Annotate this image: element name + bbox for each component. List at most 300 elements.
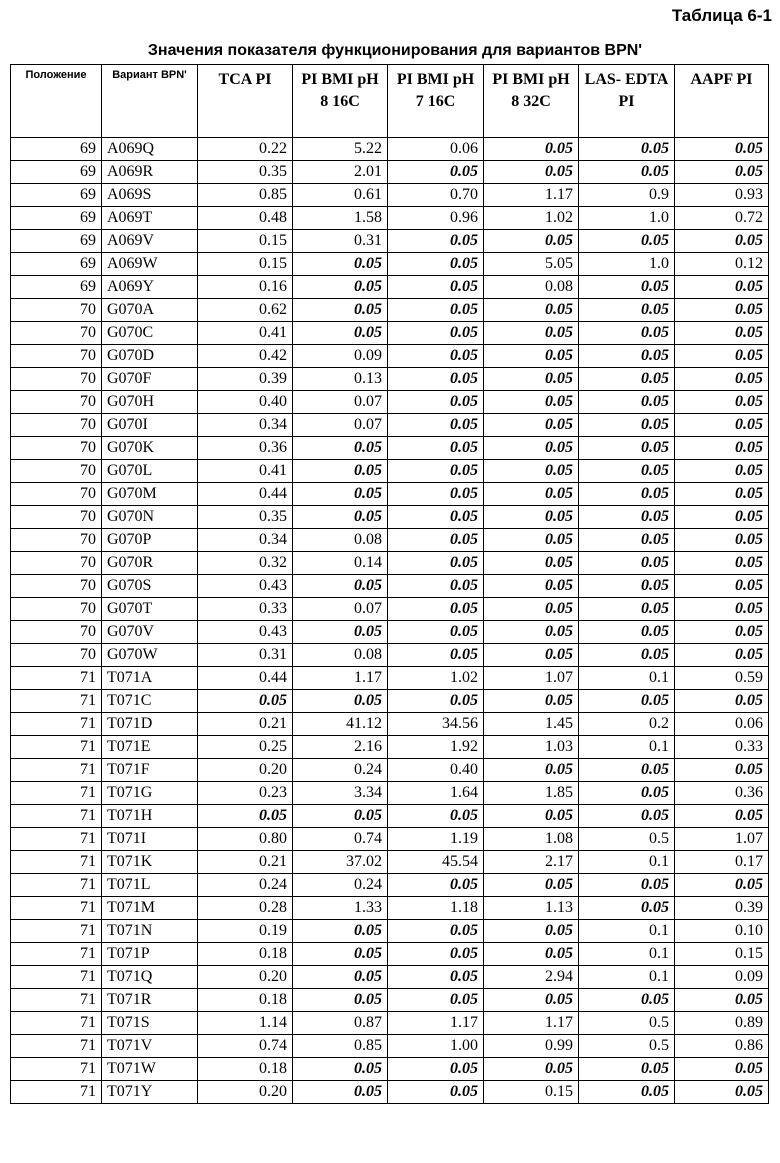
cell-pi-bmi-ph8-16c: 0.87 bbox=[293, 1012, 388, 1035]
cell-las-edta-pi: 0.9 bbox=[579, 184, 675, 207]
cell-aapf-pi: 0.05 bbox=[675, 138, 769, 161]
cell-pi-bmi-ph7-16c: 0.05 bbox=[388, 161, 484, 184]
cell-aapf-pi: 0.05 bbox=[675, 529, 769, 552]
cell-pi-bmi-ph8-16c: 0.05 bbox=[293, 920, 388, 943]
cell-variant: A069Q bbox=[102, 138, 198, 161]
cell-aapf-pi: 0.05 bbox=[675, 759, 769, 782]
cell-pi-bmi-ph8-32c: 0.05 bbox=[484, 299, 579, 322]
cell-variant: T071V bbox=[102, 1035, 198, 1058]
cell-aapf-pi: 0.05 bbox=[675, 368, 769, 391]
header-aapf-pi: AAPF PI bbox=[675, 65, 769, 138]
table-row bbox=[11, 920, 769, 943]
cell-aapf-pi: 0.05 bbox=[675, 322, 769, 345]
cell-tca-pi: 0.34 bbox=[198, 414, 293, 437]
cell-pi-bmi-ph7-16c: 0.05 bbox=[388, 345, 484, 368]
table-row bbox=[11, 1058, 769, 1081]
cell-pi-bmi-ph8-16c: 0.05 bbox=[293, 1081, 388, 1104]
table-row bbox=[11, 414, 769, 437]
cell-las-edta-pi: 0.05 bbox=[579, 759, 675, 782]
cell-position: 70 bbox=[11, 529, 102, 552]
cell-tca-pi: 0.35 bbox=[198, 161, 293, 184]
cell-tca-pi: 1.14 bbox=[198, 1012, 293, 1035]
cell-pi-bmi-ph8-16c: 3.34 bbox=[293, 782, 388, 805]
cell-las-edta-pi: 0.05 bbox=[579, 805, 675, 828]
header-row bbox=[11, 65, 769, 138]
cell-position: 71 bbox=[11, 828, 102, 851]
table-row bbox=[11, 759, 769, 782]
cell-las-edta-pi: 0.05 bbox=[579, 276, 675, 299]
cell-position: 71 bbox=[11, 667, 102, 690]
header-pi-bmi-ph7-16c: PI BMI pH 7 16C bbox=[388, 65, 484, 138]
cell-las-edta-pi: 0.05 bbox=[579, 299, 675, 322]
cell-position: 69 bbox=[11, 138, 102, 161]
cell-tca-pi: 0.15 bbox=[198, 253, 293, 276]
cell-las-edta-pi: 0.05 bbox=[579, 506, 675, 529]
cell-variant: T071F bbox=[102, 759, 198, 782]
cell-variant: G070H bbox=[102, 391, 198, 414]
cell-pi-bmi-ph8-32c: 0.05 bbox=[484, 1058, 579, 1081]
cell-pi-bmi-ph7-16c: 0.05 bbox=[388, 414, 484, 437]
cell-pi-bmi-ph7-16c: 1.00 bbox=[388, 1035, 484, 1058]
cell-pi-bmi-ph8-16c: 0.05 bbox=[293, 322, 388, 345]
cell-tca-pi: 0.19 bbox=[198, 920, 293, 943]
cell-aapf-pi: 0.86 bbox=[675, 1035, 769, 1058]
cell-pi-bmi-ph8-16c: 0.09 bbox=[293, 345, 388, 368]
cell-variant: G070C bbox=[102, 322, 198, 345]
cell-tca-pi: 0.18 bbox=[198, 989, 293, 1012]
cell-aapf-pi: 0.05 bbox=[675, 1058, 769, 1081]
cell-pi-bmi-ph8-32c: 0.99 bbox=[484, 1035, 579, 1058]
cell-las-edta-pi: 0.1 bbox=[579, 966, 675, 989]
cell-position: 69 bbox=[11, 253, 102, 276]
cell-tca-pi: 0.18 bbox=[198, 943, 293, 966]
cell-las-edta-pi: 0.05 bbox=[579, 345, 675, 368]
cell-aapf-pi: 0.05 bbox=[675, 874, 769, 897]
cell-variant: T071H bbox=[102, 805, 198, 828]
cell-aapf-pi: 0.39 bbox=[675, 897, 769, 920]
cell-pi-bmi-ph7-16c: 0.06 bbox=[388, 138, 484, 161]
table-row bbox=[11, 529, 769, 552]
cell-variant: G070R bbox=[102, 552, 198, 575]
cell-las-edta-pi: 0.05 bbox=[579, 322, 675, 345]
cell-las-edta-pi: 0.05 bbox=[579, 1058, 675, 1081]
cell-tca-pi: 0.18 bbox=[198, 1058, 293, 1081]
cell-pi-bmi-ph7-16c: 0.05 bbox=[388, 506, 484, 529]
cell-pi-bmi-ph8-16c: 0.31 bbox=[293, 230, 388, 253]
cell-pi-bmi-ph8-32c: 0.05 bbox=[484, 138, 579, 161]
cell-aapf-pi: 0.05 bbox=[675, 805, 769, 828]
cell-position: 71 bbox=[11, 943, 102, 966]
cell-variant: G070I bbox=[102, 414, 198, 437]
cell-variant: T071N bbox=[102, 920, 198, 943]
table-row bbox=[11, 506, 769, 529]
cell-position: 70 bbox=[11, 391, 102, 414]
cell-aapf-pi: 0.89 bbox=[675, 1012, 769, 1035]
cell-las-edta-pi: 0.05 bbox=[579, 138, 675, 161]
cell-variant: A069Y bbox=[102, 276, 198, 299]
cell-variant: G070K bbox=[102, 437, 198, 460]
cell-pi-bmi-ph8-16c: 5.22 bbox=[293, 138, 388, 161]
cell-las-edta-pi: 0.05 bbox=[579, 874, 675, 897]
cell-position: 69 bbox=[11, 230, 102, 253]
cell-position: 70 bbox=[11, 299, 102, 322]
cell-las-edta-pi: 0.05 bbox=[579, 1081, 675, 1104]
cell-aapf-pi: 0.05 bbox=[675, 552, 769, 575]
table-row bbox=[11, 230, 769, 253]
cell-pi-bmi-ph7-16c: 0.05 bbox=[388, 368, 484, 391]
cell-pi-bmi-ph8-16c: 0.05 bbox=[293, 253, 388, 276]
cell-pi-bmi-ph7-16c: 0.05 bbox=[388, 805, 484, 828]
table-row bbox=[11, 1012, 769, 1035]
cell-tca-pi: 0.05 bbox=[198, 690, 293, 713]
cell-las-edta-pi: 0.1 bbox=[579, 667, 675, 690]
cell-las-edta-pi: 0.1 bbox=[579, 920, 675, 943]
cell-pi-bmi-ph8-32c: 0.05 bbox=[484, 989, 579, 1012]
cell-las-edta-pi: 0.05 bbox=[579, 690, 675, 713]
cell-pi-bmi-ph8-32c: 0.08 bbox=[484, 276, 579, 299]
cell-pi-bmi-ph7-16c: 0.05 bbox=[388, 483, 484, 506]
cell-pi-bmi-ph7-16c: 0.05 bbox=[388, 920, 484, 943]
table-row bbox=[11, 575, 769, 598]
cell-position: 70 bbox=[11, 483, 102, 506]
cell-position: 70 bbox=[11, 460, 102, 483]
cell-pi-bmi-ph8-32c: 1.45 bbox=[484, 713, 579, 736]
cell-pi-bmi-ph8-16c: 0.07 bbox=[293, 414, 388, 437]
table-row bbox=[11, 138, 769, 161]
cell-pi-bmi-ph8-16c: 0.61 bbox=[293, 184, 388, 207]
header-las-edta-pi: LAS- EDTA PI bbox=[579, 65, 675, 138]
table-row bbox=[11, 851, 769, 874]
cell-pi-bmi-ph8-32c: 0.05 bbox=[484, 598, 579, 621]
cell-tca-pi: 0.24 bbox=[198, 874, 293, 897]
cell-pi-bmi-ph8-32c: 0.05 bbox=[484, 460, 579, 483]
cell-tca-pi: 0.80 bbox=[198, 828, 293, 851]
cell-tca-pi: 0.35 bbox=[198, 506, 293, 529]
cell-las-edta-pi: 0.05 bbox=[579, 621, 675, 644]
cell-las-edta-pi: 0.05 bbox=[579, 391, 675, 414]
cell-position: 71 bbox=[11, 736, 102, 759]
cell-las-edta-pi: 0.5 bbox=[579, 1012, 675, 1035]
cell-variant: T071S bbox=[102, 1012, 198, 1035]
cell-pi-bmi-ph8-16c: 0.05 bbox=[293, 437, 388, 460]
cell-pi-bmi-ph8-16c: 0.05 bbox=[293, 276, 388, 299]
header-tca-pi: TCA PI bbox=[198, 65, 293, 138]
cell-pi-bmi-ph8-16c: 37.02 bbox=[293, 851, 388, 874]
cell-pi-bmi-ph8-32c: 0.05 bbox=[484, 322, 579, 345]
cell-pi-bmi-ph8-16c: 2.16 bbox=[293, 736, 388, 759]
cell-aapf-pi: 0.05 bbox=[675, 1081, 769, 1104]
cell-position: 70 bbox=[11, 621, 102, 644]
cell-pi-bmi-ph8-16c: 0.74 bbox=[293, 828, 388, 851]
cell-pi-bmi-ph8-32c: 0.05 bbox=[484, 805, 579, 828]
cell-pi-bmi-ph7-16c: 0.05 bbox=[388, 1058, 484, 1081]
table-row bbox=[11, 483, 769, 506]
cell-tca-pi: 0.41 bbox=[198, 322, 293, 345]
cell-pi-bmi-ph8-32c: 0.05 bbox=[484, 874, 579, 897]
table-row bbox=[11, 736, 769, 759]
cell-tca-pi: 0.36 bbox=[198, 437, 293, 460]
header-pi-bmi-ph8-16c: PI BMI pH 8 16C bbox=[293, 65, 388, 138]
cell-position: 70 bbox=[11, 368, 102, 391]
cell-aapf-pi: 0.05 bbox=[675, 437, 769, 460]
cell-pi-bmi-ph8-32c: 1.17 bbox=[484, 1012, 579, 1035]
cell-variant: T071Q bbox=[102, 966, 198, 989]
cell-pi-bmi-ph8-16c: 0.05 bbox=[293, 989, 388, 1012]
cell-tca-pi: 0.44 bbox=[198, 483, 293, 506]
table-row bbox=[11, 897, 769, 920]
cell-pi-bmi-ph7-16c: 34.56 bbox=[388, 713, 484, 736]
cell-las-edta-pi: 0.1 bbox=[579, 851, 675, 874]
cell-pi-bmi-ph8-32c: 1.85 bbox=[484, 782, 579, 805]
cell-pi-bmi-ph7-16c: 0.05 bbox=[388, 529, 484, 552]
cell-las-edta-pi: 1.0 bbox=[579, 253, 675, 276]
cell-tca-pi: 0.40 bbox=[198, 391, 293, 414]
cell-tca-pi: 0.25 bbox=[198, 736, 293, 759]
cell-position: 71 bbox=[11, 989, 102, 1012]
cell-position: 71 bbox=[11, 851, 102, 874]
cell-variant: T071D bbox=[102, 713, 198, 736]
cell-las-edta-pi: 0.05 bbox=[579, 161, 675, 184]
cell-pi-bmi-ph7-16c: 0.70 bbox=[388, 184, 484, 207]
cell-aapf-pi: 0.05 bbox=[675, 345, 769, 368]
cell-tca-pi: 0.31 bbox=[198, 644, 293, 667]
cell-pi-bmi-ph8-16c: 0.05 bbox=[293, 483, 388, 506]
cell-aapf-pi: 0.17 bbox=[675, 851, 769, 874]
table-row bbox=[11, 345, 769, 368]
cell-pi-bmi-ph7-16c: 0.05 bbox=[388, 322, 484, 345]
cell-pi-bmi-ph8-16c: 0.13 bbox=[293, 368, 388, 391]
cell-tca-pi: 0.16 bbox=[198, 276, 293, 299]
cell-pi-bmi-ph8-32c: 0.05 bbox=[484, 943, 579, 966]
table-row bbox=[11, 299, 769, 322]
cell-position: 71 bbox=[11, 690, 102, 713]
table-row bbox=[11, 460, 769, 483]
cell-tca-pi: 0.33 bbox=[198, 598, 293, 621]
table-row bbox=[11, 1035, 769, 1058]
cell-pi-bmi-ph8-32c: 2.94 bbox=[484, 966, 579, 989]
cell-position: 71 bbox=[11, 966, 102, 989]
cell-variant: A069R bbox=[102, 161, 198, 184]
cell-variant: A069T bbox=[102, 207, 198, 230]
table-row bbox=[11, 782, 769, 805]
table-caption: Значения показателя функционирования для вариантов BPN' bbox=[147, 42, 643, 59]
cell-aapf-pi: 0.72 bbox=[675, 207, 769, 230]
table-row bbox=[11, 667, 769, 690]
cell-pi-bmi-ph7-16c: 0.05 bbox=[388, 943, 484, 966]
cell-position: 69 bbox=[11, 276, 102, 299]
cell-las-edta-pi: 0.05 bbox=[579, 529, 675, 552]
table-row bbox=[11, 184, 769, 207]
cell-pi-bmi-ph7-16c: 0.05 bbox=[388, 575, 484, 598]
cell-pi-bmi-ph7-16c: 0.05 bbox=[388, 989, 484, 1012]
cell-variant: T071C bbox=[102, 690, 198, 713]
cell-position: 71 bbox=[11, 920, 102, 943]
cell-pi-bmi-ph7-16c: 0.05 bbox=[388, 230, 484, 253]
cell-variant: T071K bbox=[102, 851, 198, 874]
cell-las-edta-pi: 0.05 bbox=[579, 552, 675, 575]
cell-pi-bmi-ph8-32c: 1.13 bbox=[484, 897, 579, 920]
table-row bbox=[11, 552, 769, 575]
cell-pi-bmi-ph8-32c: 0.05 bbox=[484, 391, 579, 414]
cell-variant: G070S bbox=[102, 575, 198, 598]
cell-variant: T071R bbox=[102, 989, 198, 1012]
cell-las-edta-pi: 0.05 bbox=[579, 989, 675, 1012]
cell-pi-bmi-ph8-16c: 2.01 bbox=[293, 161, 388, 184]
cell-variant: A069S bbox=[102, 184, 198, 207]
cell-las-edta-pi: 0.05 bbox=[579, 437, 675, 460]
cell-variant: T071Y bbox=[102, 1081, 198, 1104]
cell-position: 71 bbox=[11, 759, 102, 782]
cell-pi-bmi-ph8-16c: 0.05 bbox=[293, 621, 388, 644]
cell-position: 71 bbox=[11, 897, 102, 920]
cell-aapf-pi: 0.09 bbox=[675, 966, 769, 989]
cell-pi-bmi-ph8-16c: 1.33 bbox=[293, 897, 388, 920]
header-position: Положение bbox=[11, 65, 102, 138]
cell-aapf-pi: 0.05 bbox=[675, 598, 769, 621]
cell-las-edta-pi: 0.5 bbox=[579, 1035, 675, 1058]
cell-aapf-pi: 0.05 bbox=[675, 391, 769, 414]
cell-tca-pi: 0.23 bbox=[198, 782, 293, 805]
cell-pi-bmi-ph8-32c: 1.08 bbox=[484, 828, 579, 851]
cell-pi-bmi-ph7-16c: 0.05 bbox=[388, 299, 484, 322]
cell-pi-bmi-ph7-16c: 0.05 bbox=[388, 460, 484, 483]
performance-table bbox=[10, 64, 769, 1104]
cell-variant: G070N bbox=[102, 506, 198, 529]
cell-pi-bmi-ph7-16c: 0.05 bbox=[388, 391, 484, 414]
table-row bbox=[11, 621, 769, 644]
cell-pi-bmi-ph7-16c: 0.05 bbox=[388, 552, 484, 575]
cell-pi-bmi-ph8-16c: 0.05 bbox=[293, 690, 388, 713]
cell-variant: G070P bbox=[102, 529, 198, 552]
cell-variant: G070M bbox=[102, 483, 198, 506]
cell-aapf-pi: 0.05 bbox=[675, 989, 769, 1012]
cell-tca-pi: 0.05 bbox=[198, 805, 293, 828]
cell-tca-pi: 0.34 bbox=[198, 529, 293, 552]
cell-pi-bmi-ph7-16c: 0.05 bbox=[388, 1081, 484, 1104]
cell-pi-bmi-ph7-16c: 0.96 bbox=[388, 207, 484, 230]
cell-pi-bmi-ph8-16c: 0.05 bbox=[293, 805, 388, 828]
cell-tca-pi: 0.28 bbox=[198, 897, 293, 920]
cell-pi-bmi-ph8-16c: 0.05 bbox=[293, 299, 388, 322]
cell-aapf-pi: 0.15 bbox=[675, 943, 769, 966]
cell-las-edta-pi: 0.05 bbox=[579, 575, 675, 598]
cell-pi-bmi-ph7-16c: 0.05 bbox=[388, 437, 484, 460]
cell-las-edta-pi: 0.05 bbox=[579, 897, 675, 920]
cell-variant: T071G bbox=[102, 782, 198, 805]
cell-aapf-pi: 0.05 bbox=[675, 506, 769, 529]
cell-position: 70 bbox=[11, 575, 102, 598]
cell-pi-bmi-ph8-32c: 0.05 bbox=[484, 644, 579, 667]
cell-pi-bmi-ph8-16c: 0.07 bbox=[293, 598, 388, 621]
cell-aapf-pi: 0.06 bbox=[675, 713, 769, 736]
cell-pi-bmi-ph8-32c: 0.05 bbox=[484, 161, 579, 184]
cell-variant: G070D bbox=[102, 345, 198, 368]
cell-pi-bmi-ph8-32c: 0.05 bbox=[484, 690, 579, 713]
cell-aapf-pi: 0.05 bbox=[675, 161, 769, 184]
table-row bbox=[11, 989, 769, 1012]
table-number-label: Таблица 6-1 bbox=[671, 6, 772, 25]
header-pi-bmi-ph8-32c: PI BMI pH 8 32C bbox=[484, 65, 579, 138]
cell-aapf-pi: 0.10 bbox=[675, 920, 769, 943]
cell-pi-bmi-ph8-32c: 0.15 bbox=[484, 1081, 579, 1104]
cell-pi-bmi-ph8-16c: 0.08 bbox=[293, 529, 388, 552]
cell-pi-bmi-ph8-32c: 1.07 bbox=[484, 667, 579, 690]
cell-variant: T071I bbox=[102, 828, 198, 851]
cell-pi-bmi-ph7-16c: 1.02 bbox=[388, 667, 484, 690]
cell-position: 71 bbox=[11, 1012, 102, 1035]
cell-position: 70 bbox=[11, 437, 102, 460]
cell-variant: A069V bbox=[102, 230, 198, 253]
cell-pi-bmi-ph8-32c: 0.05 bbox=[484, 437, 579, 460]
cell-variant: A069W bbox=[102, 253, 198, 276]
cell-position: 70 bbox=[11, 552, 102, 575]
table-row bbox=[11, 713, 769, 736]
table-row bbox=[11, 1081, 769, 1104]
cell-pi-bmi-ph8-32c: 5.05 bbox=[484, 253, 579, 276]
cell-position: 70 bbox=[11, 322, 102, 345]
cell-pi-bmi-ph8-32c: 0.05 bbox=[484, 414, 579, 437]
cell-las-edta-pi: 0.05 bbox=[579, 644, 675, 667]
cell-las-edta-pi: 0.05 bbox=[579, 460, 675, 483]
cell-aapf-pi: 0.05 bbox=[675, 414, 769, 437]
cell-pi-bmi-ph7-16c: 1.17 bbox=[388, 1012, 484, 1035]
cell-pi-bmi-ph8-16c: 1.58 bbox=[293, 207, 388, 230]
cell-pi-bmi-ph8-16c: 0.05 bbox=[293, 575, 388, 598]
cell-las-edta-pi: 0.05 bbox=[579, 368, 675, 391]
cell-aapf-pi: 0.93 bbox=[675, 184, 769, 207]
cell-position: 70 bbox=[11, 414, 102, 437]
cell-tca-pi: 0.85 bbox=[198, 184, 293, 207]
cell-variant: T071W bbox=[102, 1058, 198, 1081]
cell-tca-pi: 0.21 bbox=[198, 713, 293, 736]
cell-pi-bmi-ph7-16c: 0.05 bbox=[388, 644, 484, 667]
cell-pi-bmi-ph7-16c: 0.05 bbox=[388, 966, 484, 989]
cell-las-edta-pi: 0.05 bbox=[579, 414, 675, 437]
cell-variant: G070T bbox=[102, 598, 198, 621]
cell-tca-pi: 0.43 bbox=[198, 621, 293, 644]
cell-pi-bmi-ph7-16c: 1.18 bbox=[388, 897, 484, 920]
cell-tca-pi: 0.39 bbox=[198, 368, 293, 391]
table-body bbox=[11, 138, 769, 1104]
cell-pi-bmi-ph8-32c: 1.17 bbox=[484, 184, 579, 207]
cell-position: 71 bbox=[11, 874, 102, 897]
cell-aapf-pi: 0.33 bbox=[675, 736, 769, 759]
cell-tca-pi: 0.74 bbox=[198, 1035, 293, 1058]
cell-pi-bmi-ph8-32c: 2.17 bbox=[484, 851, 579, 874]
cell-aapf-pi: 0.05 bbox=[675, 621, 769, 644]
cell-variant: G070L bbox=[102, 460, 198, 483]
cell-pi-bmi-ph8-16c: 0.05 bbox=[293, 460, 388, 483]
cell-aapf-pi: 0.05 bbox=[675, 575, 769, 598]
cell-pi-bmi-ph8-32c: 0.05 bbox=[484, 230, 579, 253]
cell-position: 71 bbox=[11, 1081, 102, 1104]
cell-position: 71 bbox=[11, 713, 102, 736]
table-row bbox=[11, 598, 769, 621]
cell-tca-pi: 0.44 bbox=[198, 667, 293, 690]
cell-pi-bmi-ph8-32c: 0.05 bbox=[484, 483, 579, 506]
cell-las-edta-pi: 0.2 bbox=[579, 713, 675, 736]
cell-tca-pi: 0.41 bbox=[198, 460, 293, 483]
cell-pi-bmi-ph8-16c: 0.05 bbox=[293, 506, 388, 529]
cell-tca-pi: 0.32 bbox=[198, 552, 293, 575]
cell-variant: G070F bbox=[102, 368, 198, 391]
cell-variant: T071P bbox=[102, 943, 198, 966]
cell-pi-bmi-ph8-32c: 0.05 bbox=[484, 575, 579, 598]
cell-pi-bmi-ph8-16c: 0.05 bbox=[293, 943, 388, 966]
table-row bbox=[11, 943, 769, 966]
table-row bbox=[11, 161, 769, 184]
cell-position: 71 bbox=[11, 1035, 102, 1058]
